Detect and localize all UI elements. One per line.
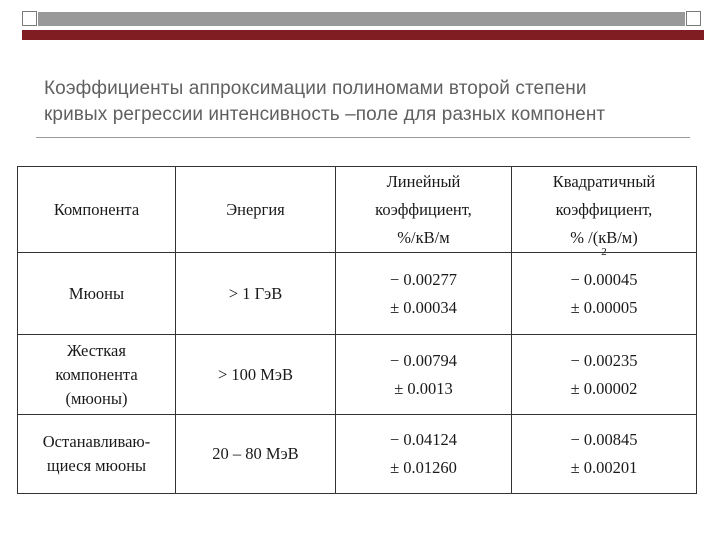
- linear-value: − 0.00277: [389, 269, 458, 289]
- linear-error: ± 0.01260: [390, 458, 457, 477]
- cell-quadratic: [512, 253, 697, 335]
- header-quadratic-line: коэффициент,: [555, 199, 653, 219]
- component-name: (мюоны): [65, 388, 128, 408]
- quadratic-value: − 0.00845: [570, 430, 638, 449]
- header-quadratic-unit: % /(кВ/м) 2: [512, 224, 696, 252]
- cell-linear: [336, 253, 512, 335]
- cell-component: [18, 335, 176, 415]
- header-component: [18, 167, 176, 253]
- decor-square-right: [686, 11, 701, 26]
- quadratic-error: ± 0.00002: [570, 378, 638, 398]
- component-name: Мюоны: [68, 283, 125, 303]
- linear-error: ± 0.0013: [394, 378, 453, 398]
- header-quadratic: [512, 167, 697, 258]
- decor-square-left: [22, 11, 37, 26]
- table-row: [18, 253, 697, 335]
- component-name: Останавливаю-: [42, 432, 151, 451]
- linear-value: − 0.00794: [389, 350, 458, 370]
- component-name: Жесткая: [67, 340, 126, 360]
- header-linear-unit: %/кВ/м: [397, 227, 450, 247]
- quadratic-value: − 0.00045: [570, 269, 638, 289]
- linear-value: − 0.04124: [389, 430, 458, 449]
- cell-energy: [176, 335, 336, 415]
- cell-energy: [176, 415, 336, 494]
- title-line-2: кривых регрессии интенсивность –поле для разных компонент: [44, 104, 606, 125]
- table-row: [18, 335, 697, 415]
- cell-component: [18, 415, 176, 494]
- quadratic-error: ± 0.00201: [570, 458, 638, 477]
- energy-value: > 100 МэВ: [217, 364, 294, 384]
- header-quadratic-line: Квадратичный: [552, 171, 656, 191]
- cell-quadratic: [512, 415, 697, 494]
- decor-red-bar: [22, 30, 704, 40]
- header-component-label: Компонента: [53, 199, 140, 219]
- linear-error: ± 0.00034: [390, 297, 457, 317]
- quadratic-error: ± 0.00005: [570, 297, 638, 317]
- cell-component: [18, 253, 176, 335]
- table-header-row: [18, 167, 697, 253]
- coefficients-table: [17, 166, 697, 494]
- decor-gray-bar: [38, 12, 685, 26]
- title-underline: [36, 137, 690, 138]
- cell-energy: [176, 253, 336, 335]
- component-name: щиеся мюоны: [46, 456, 147, 475]
- cell-linear: [336, 335, 512, 415]
- header-energy-label: Энергия: [226, 199, 285, 219]
- table-row: [18, 415, 697, 494]
- component-name: компонента: [55, 364, 138, 384]
- header-linear-line: коэффициент,: [375, 199, 472, 219]
- header-quadratic-unit-text: % /(кВ/м): [570, 227, 638, 247]
- energy-value: > 1 ГэВ: [228, 283, 283, 303]
- cell-quadratic: [512, 335, 697, 415]
- title-line-1: Коэффициенты аппроксимации полиномами второй степени: [44, 78, 587, 99]
- slide-title: [44, 76, 704, 128]
- header-linear-line: Линейный: [386, 171, 461, 191]
- header-energy: [176, 167, 336, 253]
- energy-value: 20 – 80 МэВ: [212, 444, 299, 463]
- cell-linear: [336, 415, 512, 494]
- quadratic-value: − 0.00235: [570, 350, 638, 370]
- header-linear: [336, 167, 512, 253]
